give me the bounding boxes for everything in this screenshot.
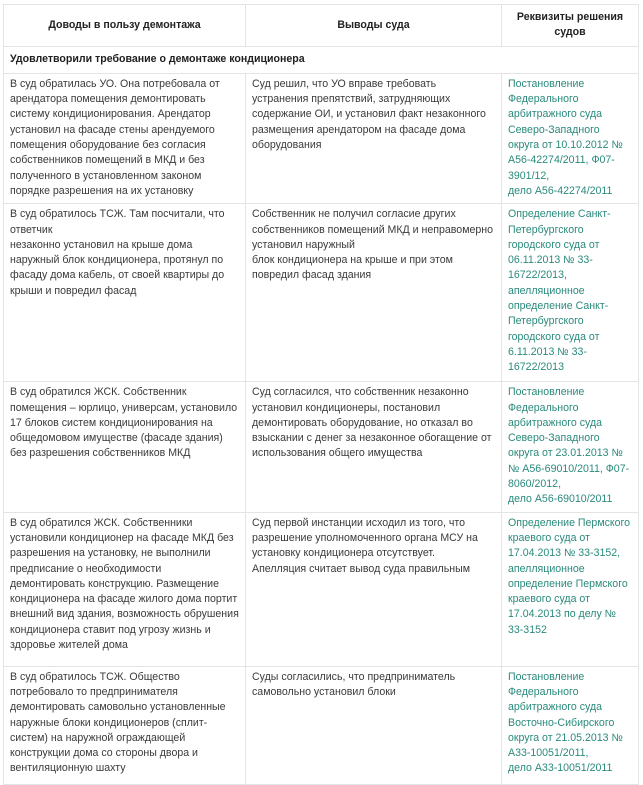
- table-row: [4, 382, 639, 512]
- argument-cell: В суд обратилась УО. Она потребовала от арендатора помещения демонтировать систему кондиционирования. Арендатор установил на фасаде стены арендуемого помещения оборудование без согласия собственников помещений в МКД и без полученного в установленном законом порядке разрешения на их установку: [4, 73, 246, 203]
- reference-cell: [502, 204, 639, 382]
- table-row: [4, 666, 639, 784]
- section-row: [4, 46, 639, 73]
- court-decisions-table: [3, 4, 639, 785]
- header-arguments: Доводы в пользу демонтажа: [4, 5, 246, 47]
- table-header-row: [4, 5, 639, 47]
- conclusion-cell: Собственник не получил согласие других собственников помещений МКД и неправомерно установил наружный блок кондиционера на крыше и при этом повредил фасад здания: [246, 204, 502, 382]
- conclusion-cell: Суды согласились, что предприниматель самовольно установил блоки: [246, 666, 502, 784]
- conclusion-cell: Суд согласился, что собственник незаконно установил кондиционеры, постановил демонтировать оборудование, но отказал во взыскании с денег за незаконное обогащение от использования общего имущества: [246, 382, 502, 512]
- reference-link[interactable]: Постановление Федерального арбитражного суда Северо-Западного округа от 23.01.2013 № № А56-69010/2011, Ф07-8060/2012,: [508, 386, 630, 491]
- reference-cell: [502, 666, 639, 784]
- reference-link[interactable]: Определение Санкт-Петербургского городского суда от 06.11.2013 № 33-16722/2013, апелляционное определение Санкт-Петербургского городского суда от 6.11.2013 № 33-16722/2013: [508, 208, 611, 374]
- reference-link[interactable]: Определение Пермского краевого суда от 17.04.2013 № 33-3152, апелляционное определение Пермского краевого суда от 17.04.2013 по делу № 33-3152: [508, 516, 631, 636]
- case-number-link[interactable]: дело А56-69010/2011: [508, 493, 613, 506]
- table-row: [4, 204, 639, 382]
- case-number-link[interactable]: дело А56-42274/2011: [508, 184, 613, 197]
- table-row: [4, 73, 639, 203]
- reference-cell: [502, 382, 639, 512]
- case-number-link[interactable]: дело А33-10051/2011: [508, 762, 613, 775]
- table-row: [4, 512, 639, 666]
- section-title: Удовлетворили требование о демонтаже кондиционера: [4, 46, 639, 73]
- reference-link[interactable]: Постановление Федерального арбитражного суда Восточно-Сибирского округа от 21.05.2013 № А33-10051/2011,: [508, 670, 623, 760]
- argument-cell: В суд обратилось ТСЖ. Там посчитали, что ответчик незаконно установил на крыше дома наружный блок кондиционера, протянул по фасаду дома кабель, от своей квартиры до крыши и повредил фасад: [4, 204, 246, 382]
- header-conclusions: Выводы суда: [246, 5, 502, 47]
- argument-cell: В суд обратился ЖСК. Собственник помещения – юрлицо, универсам, установило 17 блоков систем кондиционирования на общедомовом имуществе (фасаде здания) без разрешения собственников МКД: [4, 382, 246, 512]
- header-references: Реквизиты решения судов: [502, 5, 639, 47]
- argument-cell: В суд обратился ЖСК. Собственники установили кондиционер на фасаде МКД без разрешения на установку, не выполнили предписание о необходимости демонтировать конструкцию. Размещение кондиционера на фасаде жилого дома портит внешний вид здания, возможность обрушения кондиционера ставит под угрозу жизнь и здоровье жителей дома: [4, 512, 246, 666]
- reference-link[interactable]: Постановление Федерального арбитражного суда Северо-Западного округа от 10.10.2012 № А56-42274/2011, Ф07-3901/12,: [508, 77, 623, 182]
- argument-cell: В суд обратилось ТСЖ. Общество потребовало то предпринимателя демонтировать самовольно установленные наружные блоки кондиционеров (сплит-систем) на наружной ограждающей конструкции дома со стороны двора и вентиляционную шахту: [4, 666, 246, 784]
- reference-cell: [502, 512, 639, 666]
- conclusion-cell: Суд первой инстанции исходил из того, что разрешение уполномоченного органа МСУ на установку кондиционера отсутствует. Апелляция считает вывод суда правильным: [246, 512, 502, 666]
- reference-cell: [502, 73, 639, 203]
- conclusion-cell: Суд решил, что УО вправе требовать устранения препятствий, затрудняющих содержание ОИ, и установил факт незаконного размещения арендатором на фасаде дома оборудования: [246, 73, 502, 203]
